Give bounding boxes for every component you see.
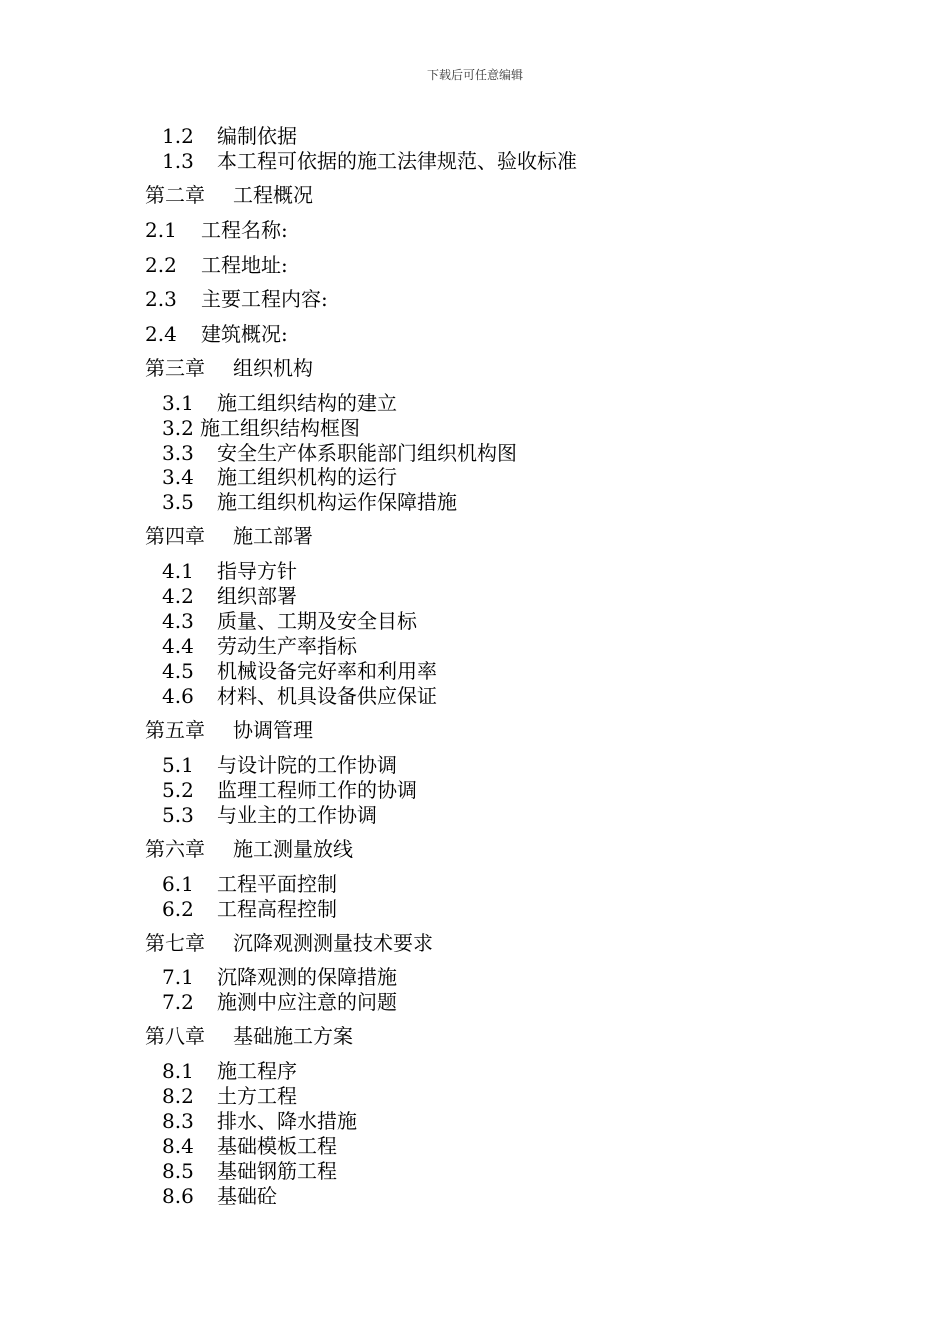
toc-entry bbox=[162, 1136, 337, 1156]
toc-entry-number: 8.3 bbox=[162, 1109, 194, 1133]
toc-entry-number: 2.3 bbox=[145, 287, 177, 311]
toc-entry bbox=[145, 289, 328, 309]
toc-entry-number: 4.5 bbox=[162, 659, 194, 683]
toc-entry bbox=[162, 126, 297, 146]
toc-entry bbox=[162, 1086, 297, 1106]
toc-entry-title: 施工程序 bbox=[217, 1059, 297, 1083]
toc-entry-number: 1.3 bbox=[162, 149, 194, 173]
toc-chapter bbox=[145, 358, 313, 378]
toc-chapter-title: 协调管理 bbox=[233, 718, 313, 742]
toc-entry-title: 工程平面控制 bbox=[217, 872, 337, 896]
toc-entry bbox=[162, 611, 417, 631]
toc-entry bbox=[162, 151, 577, 171]
toc-entry-number: 4.6 bbox=[162, 684, 194, 708]
toc-entry-number: 1.2 bbox=[162, 124, 194, 148]
toc-entry bbox=[145, 324, 288, 344]
header-note: 下载后可任意编辑 bbox=[426, 68, 523, 82]
toc-entry-title: 安全生产体系职能部门组织机构图 bbox=[217, 441, 517, 465]
toc-entry bbox=[162, 393, 397, 413]
toc-entry bbox=[162, 1111, 357, 1131]
toc-chapter-number: 第三章 bbox=[145, 356, 205, 380]
toc-chapter-number: 第八章 bbox=[145, 1024, 205, 1048]
toc-entry-title: 基础砼 bbox=[217, 1184, 277, 1208]
toc-entry-title: 机械设备完好率和利用率 bbox=[217, 659, 437, 683]
toc-entry-title: 工程名称: bbox=[201, 218, 288, 242]
toc-chapter-number: 第五章 bbox=[145, 718, 205, 742]
toc-entry bbox=[145, 255, 288, 275]
toc-entry-number: 5.2 bbox=[162, 778, 194, 802]
toc-entry bbox=[162, 1061, 297, 1081]
toc-entry bbox=[162, 1161, 337, 1181]
toc-entry bbox=[162, 686, 437, 706]
toc-entry bbox=[162, 418, 360, 438]
toc-entry-number: 8.5 bbox=[162, 1159, 194, 1183]
toc-chapter-number: 第四章 bbox=[145, 524, 205, 548]
toc-entry-number: 6.1 bbox=[162, 872, 194, 896]
toc-entry-number: 5.3 bbox=[162, 803, 194, 827]
toc-entry bbox=[162, 780, 417, 800]
toc-entry-number: 8.4 bbox=[162, 1134, 194, 1158]
toc-chapter-number: 第六章 bbox=[145, 837, 205, 861]
toc-entry bbox=[162, 661, 437, 681]
toc-entry-title: 质量、工期及安全目标 bbox=[217, 609, 417, 633]
toc-entry-title: 与业主的工作协调 bbox=[217, 803, 377, 827]
toc-chapter bbox=[145, 526, 313, 546]
toc-entry-number: 2.1 bbox=[145, 218, 177, 242]
toc-entry bbox=[162, 467, 397, 487]
toc-entry-title: 监理工程师工作的协调 bbox=[217, 778, 417, 802]
toc-entry bbox=[162, 899, 337, 919]
toc-entry bbox=[162, 443, 517, 463]
toc-entry-title: 与设计院的工作协调 bbox=[217, 753, 397, 777]
toc-entry-title: 土方工程 bbox=[217, 1084, 297, 1108]
toc-chapter bbox=[145, 1026, 353, 1046]
toc-entry-title: 工程地址: bbox=[201, 253, 288, 277]
toc-entry-title: 主要工程内容: bbox=[201, 287, 328, 311]
toc-entry bbox=[162, 967, 397, 987]
toc-chapter bbox=[145, 720, 313, 740]
toc-entry-number: 7.1 bbox=[162, 965, 194, 989]
toc-entry bbox=[162, 874, 337, 894]
toc-entry-title: 基础钢筋工程 bbox=[217, 1159, 337, 1183]
toc-entry bbox=[162, 1186, 277, 1206]
toc-entry-title: 施工组织结构的建立 bbox=[217, 391, 397, 415]
toc-entry bbox=[162, 586, 297, 606]
toc-chapter-title: 沉降观测测量技术要求 bbox=[233, 931, 433, 955]
toc-entry bbox=[162, 561, 297, 581]
toc-entry bbox=[162, 492, 457, 512]
toc-entry-title: 沉降观测的保障措施 bbox=[217, 965, 397, 989]
toc-entry bbox=[145, 220, 288, 240]
toc-entry-number: 3.2 bbox=[162, 416, 194, 440]
toc-entry bbox=[162, 636, 357, 656]
toc-entry-title: 施工组织机构的运行 bbox=[217, 465, 397, 489]
toc-entry-number: 8.6 bbox=[162, 1184, 194, 1208]
toc-entry-number: 4.2 bbox=[162, 584, 194, 608]
toc-chapter-title: 施工部署 bbox=[233, 524, 313, 548]
toc-entry-title: 建筑概况: bbox=[201, 322, 288, 346]
toc-entry-title: 本工程可依据的施工法律规范、验收标准 bbox=[217, 149, 577, 173]
toc-chapter-number: 第七章 bbox=[145, 931, 205, 955]
toc-entry-title: 组织部署 bbox=[217, 584, 297, 608]
toc-entry bbox=[162, 805, 377, 825]
toc-entry-number: 8.2 bbox=[162, 1084, 194, 1108]
toc-entry-title: 指导方针 bbox=[217, 559, 297, 583]
toc-entry-number: 3.1 bbox=[162, 391, 194, 415]
toc-chapter-number: 第二章 bbox=[145, 183, 205, 207]
toc-entry-title: 编制依据 bbox=[217, 124, 297, 148]
toc-chapter bbox=[145, 185, 313, 205]
toc-entry bbox=[162, 992, 397, 1012]
toc-chapter bbox=[145, 933, 433, 953]
toc-entry-number: 2.4 bbox=[145, 322, 177, 346]
toc-chapter-title: 基础施工方案 bbox=[233, 1024, 353, 1048]
toc-entry-title: 材料、机具设备供应保证 bbox=[217, 684, 437, 708]
toc-entry-number: 8.1 bbox=[162, 1059, 194, 1083]
toc-entry-title: 施工组织机构运作保障措施 bbox=[217, 490, 457, 514]
toc-chapter-title: 施工测量放线 bbox=[233, 837, 353, 861]
toc-entry-number: 4.4 bbox=[162, 634, 194, 658]
toc-entry-number: 4.1 bbox=[162, 559, 194, 583]
toc-entry-title: 工程高程控制 bbox=[217, 897, 337, 921]
toc-entry-number: 3.5 bbox=[162, 490, 194, 514]
toc-entry bbox=[162, 755, 397, 775]
toc-entry-number: 5.1 bbox=[162, 753, 194, 777]
toc-chapter-title: 组织机构 bbox=[233, 356, 313, 380]
toc-entry-title: 基础模板工程 bbox=[217, 1134, 337, 1158]
toc-entry-number: 6.2 bbox=[162, 897, 194, 921]
toc-entry-title: 劳动生产率指标 bbox=[217, 634, 357, 658]
toc-entry-number: 3.3 bbox=[162, 441, 194, 465]
toc-entry-number: 3.4 bbox=[162, 465, 194, 489]
toc-entry-title: 施测中应注意的问题 bbox=[217, 990, 397, 1014]
toc-entry-number: 4.3 bbox=[162, 609, 194, 633]
toc-entry-number: 7.2 bbox=[162, 990, 194, 1014]
toc-entry-title: 排水、降水措施 bbox=[217, 1109, 357, 1133]
toc-entry-number: 2.2 bbox=[145, 253, 177, 277]
toc-entry-title: 施工组织结构框图 bbox=[200, 416, 360, 440]
toc-chapter bbox=[145, 839, 353, 859]
toc-chapter-title: 工程概况 bbox=[233, 183, 313, 207]
